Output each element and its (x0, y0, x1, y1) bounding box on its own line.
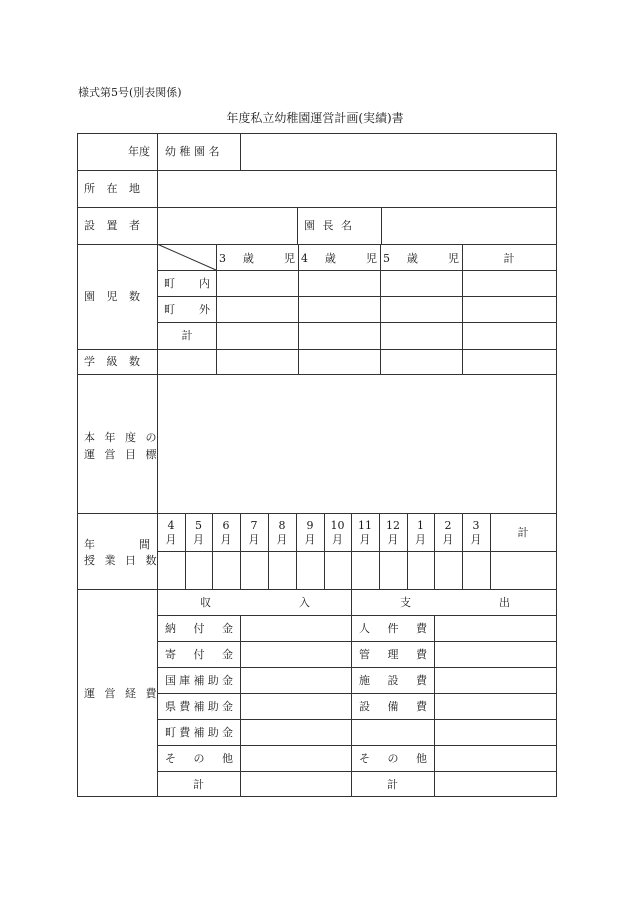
school-days-cell[interactable] (435, 552, 462, 589)
income-item-label: 県費補助金 (165, 700, 233, 713)
school-days-cell[interactable] (380, 552, 407, 589)
income-amount-cell[interactable] (241, 720, 351, 745)
goals-label-line1: 本 年 度 の (84, 431, 160, 444)
classes-field-1[interactable] (158, 350, 298, 374)
children-count-cell[interactable] (381, 297, 462, 322)
month-number: 10 (330, 519, 345, 532)
month-number: 4 (167, 519, 175, 532)
location-label: 所 在 地 (84, 182, 144, 195)
founder-label: 設 置 者 (84, 219, 144, 232)
expense-amount-cell[interactable] (435, 694, 556, 719)
expense-item-blank-cell[interactable] (352, 720, 434, 745)
income-item-label: 計 (193, 778, 204, 791)
income-item-label: 町費補助金 (165, 726, 233, 739)
children-count-cell[interactable] (217, 271, 298, 296)
children-count-cell[interactable] (463, 323, 556, 349)
school-days-cell[interactable] (408, 552, 434, 589)
month-label: 月 (387, 533, 399, 546)
school-days-cell[interactable] (463, 552, 490, 589)
income-amount-cell[interactable] (241, 616, 351, 641)
age-column-header: 計 (503, 252, 515, 265)
children-count-cell[interactable] (217, 323, 298, 349)
school-days-label-line1: 年 間 (84, 538, 150, 551)
classes-label: 学 級 数 (84, 355, 144, 368)
school-days-cell[interactable] (269, 552, 296, 589)
principal-name-field[interactable] (382, 208, 556, 244)
expense-amount-cell[interactable] (435, 772, 556, 796)
income-amount-cell[interactable] (241, 694, 351, 719)
operating-goals-field[interactable] (158, 375, 556, 513)
founder-field[interactable] (158, 208, 297, 244)
school-days-cell[interactable] (158, 552, 185, 589)
expense-header: 支 出 (400, 596, 510, 609)
school-days-cell[interactable] (213, 552, 240, 589)
month-label: 月 (276, 533, 288, 546)
age-column-header: 4 歳 児 (301, 252, 377, 265)
children-row-label: 町 内 (164, 277, 210, 290)
school-days-cell[interactable] (325, 552, 351, 589)
age-column-header: 3 歳 児 (219, 252, 295, 265)
expense-item-label: 設 備 費 (359, 700, 427, 713)
income-header: 収 入 (200, 596, 310, 609)
document-title: 年度私立幼稚園運営計画(実績)書 (226, 111, 404, 125)
month-number: 7 (250, 519, 258, 532)
expense-amount-cell[interactable] (435, 668, 556, 693)
children-count-cell[interactable] (299, 323, 380, 349)
month-number: 11 (358, 519, 372, 532)
expense-item-label: 計 (387, 778, 398, 791)
income-amount-cell[interactable] (241, 668, 351, 693)
children-count-cell[interactable] (463, 297, 556, 322)
children-count-cell[interactable] (463, 271, 556, 296)
children-count-cell[interactable] (381, 271, 462, 296)
month-number: 12 (386, 519, 400, 532)
children-count-cell[interactable] (381, 323, 462, 349)
operating-expenses-label: 運 営 経 費 (84, 687, 160, 700)
school-days-label-line2: 授 業 日 数 (84, 554, 160, 567)
school-days-total-label: 計 (517, 526, 529, 539)
expense-amount-cell[interactable] (435, 616, 556, 641)
income-amount-cell[interactable] (241, 642, 351, 667)
income-amount-cell[interactable] (241, 746, 351, 771)
month-label: 月 (248, 533, 260, 546)
expense-item-label: 人 件 費 (359, 622, 427, 635)
children-count-cell[interactable] (217, 297, 298, 322)
kindergarten-name-field[interactable] (241, 134, 556, 170)
expense-amount-cell[interactable] (435, 746, 556, 771)
expense-amount-cell[interactable] (435, 642, 556, 667)
classes-field[interactable] (299, 350, 380, 374)
month-label: 月 (304, 533, 316, 546)
goals-label-line2: 運 営 目 標 (84, 448, 160, 461)
month-number: 5 (195, 519, 202, 532)
month-number: 9 (306, 519, 314, 532)
expense-item-label: そ の 他 (359, 752, 427, 765)
classes-field[interactable] (381, 350, 462, 374)
month-label: 月 (415, 533, 426, 546)
children-row-label: 町 外 (164, 303, 210, 316)
month-label: 月 (193, 533, 204, 546)
school-days-cell[interactable] (352, 552, 379, 589)
school-days-cell[interactable] (297, 552, 324, 589)
month-label: 月 (359, 533, 371, 546)
month-label: 月 (442, 533, 454, 546)
form-number: 様式第5号(別表関係) (78, 86, 182, 99)
year-label: 年度 (128, 145, 150, 158)
school-days-cell[interactable] (186, 552, 212, 589)
month-label: 月 (220, 533, 232, 546)
children-row-label: 計 (181, 329, 193, 342)
month-label: 月 (165, 533, 177, 546)
income-item-label: そ の 他 (165, 752, 233, 765)
income-amount-cell[interactable] (241, 772, 351, 796)
month-number: 1 (417, 519, 424, 532)
income-item-label: 寄 付 金 (165, 648, 233, 661)
school-days-cell[interactable] (241, 552, 268, 589)
principal-name-label: 園 長 名 (304, 219, 354, 232)
age-column-header: 5 歳 児 (383, 252, 459, 265)
month-number: 8 (278, 519, 286, 532)
expense-item-label: 施 設 費 (359, 674, 427, 687)
income-item-label: 納 付 金 (165, 622, 233, 635)
month-label: 月 (332, 533, 343, 546)
month-number: 2 (444, 519, 452, 532)
classes-field[interactable] (463, 350, 556, 374)
location-field[interactable] (158, 171, 556, 207)
children-count-cell[interactable] (299, 271, 380, 296)
month-number: 6 (222, 519, 230, 532)
expense-item-label: 管 理 費 (359, 648, 427, 661)
income-item-label: 国庫補助金 (165, 674, 233, 687)
kindergarten-name-label: 幼 稚 園 名 (165, 145, 220, 158)
school-days-total-cell[interactable] (491, 552, 556, 589)
expense-amount-cell[interactable] (435, 720, 556, 745)
children-count-cell[interactable] (299, 297, 380, 322)
month-number: 3 (472, 519, 480, 532)
children-count-label: 園 児 数 (84, 290, 144, 303)
month-label: 月 (470, 533, 482, 546)
